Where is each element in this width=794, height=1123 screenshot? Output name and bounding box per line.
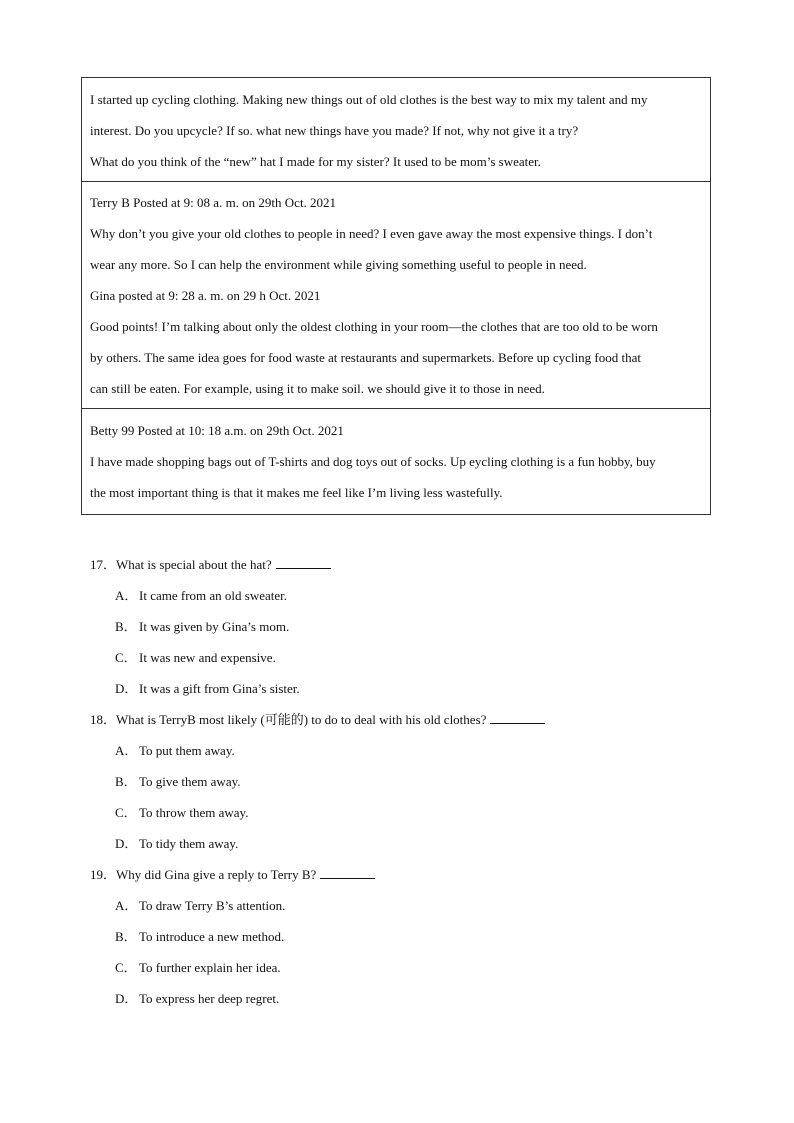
answer-blank[interactable]: [320, 868, 375, 879]
option-d[interactable]: [90, 983, 730, 1014]
question-list: [90, 549, 730, 1014]
question-stem: [90, 704, 730, 735]
question-17: [90, 549, 730, 704]
post-replies: [82, 181, 710, 408]
option-text: To express her deep regret.: [139, 991, 280, 1006]
option-b[interactable]: [90, 921, 730, 952]
option-b[interactable]: [90, 611, 730, 642]
option-text: To further explain her idea.: [139, 960, 281, 975]
post-betty: [82, 408, 710, 514]
passage-line: by others. The same idea goes for food waste at restaurants and supermarkets. Before up cycling food that: [90, 350, 642, 365]
passage-line: Good points! I’m talking about only the oldest clothing in your room—the clothes that are too old to be worn: [90, 319, 658, 334]
post-original: [82, 78, 710, 181]
passage-line: I have made shopping bags out of T-shirts and dog toys out of socks. Up eycling clothing is a fun hobby, buy: [90, 454, 656, 469]
passage-line: I started up cycling clothing. Making new things out of old clothes is the best way to mix my talent and my: [90, 92, 648, 107]
option-text: To put them away.: [139, 743, 235, 758]
question-text: What is special about the hat?: [116, 557, 272, 572]
option-text: To introduce a new method.: [139, 929, 285, 944]
answer-blank[interactable]: [276, 558, 331, 569]
question-19: [90, 859, 730, 1014]
option-letter: D．: [115, 991, 138, 1006]
option-letter: B．: [115, 929, 137, 944]
option-text: It was given by Gina’s mom.: [139, 619, 290, 634]
passage-line: What do you think of the “new” hat I made for my sister? It used to be mom’s sweater.: [90, 154, 541, 169]
question-18: [90, 704, 730, 859]
option-letter: D．: [115, 681, 138, 696]
question-number: 17．: [90, 557, 117, 572]
passage-line: the most important thing is that it makes me feel like I’m living less wastefully.: [90, 485, 503, 500]
question-text: What is TerryB most likely (可能的) to do to deal with his old clothes?: [116, 712, 487, 727]
question-stem: [90, 549, 730, 580]
option-text: It was new and expensive.: [139, 650, 276, 665]
option-text: It came from an old sweater.: [139, 588, 287, 603]
post-header-gina: Gina posted at 9: 28 a. m. on 29 h Oct. 2021: [90, 288, 321, 303]
option-letter: C．: [115, 805, 137, 820]
option-a[interactable]: [90, 735, 730, 766]
post-header-betty: Betty 99 Posted at 10: 18 a.m. on 29th Oct. 2021: [90, 423, 344, 438]
passage-line: wear any more. So I can help the environment while giving something useful to people in need.: [90, 257, 587, 272]
option-letter: A．: [115, 898, 138, 913]
option-letter: B．: [115, 619, 137, 634]
question-number: 19．: [90, 867, 117, 882]
question-stem: [90, 859, 730, 890]
option-text: To give them away.: [139, 774, 241, 789]
option-letter: D．: [115, 836, 138, 851]
option-text: It was a gift from Gina’s sister.: [139, 681, 300, 696]
option-d[interactable]: [90, 828, 730, 859]
answer-blank[interactable]: [490, 713, 545, 724]
passage-line: Why don’t you give your old clothes to people in need? I even gave away the most expensive things. I don’t: [90, 226, 653, 241]
option-text: To throw them away.: [139, 805, 249, 820]
option-letter: A．: [115, 743, 138, 758]
option-letter: A．: [115, 588, 138, 603]
option-letter: C．: [115, 960, 137, 975]
option-b[interactable]: [90, 766, 730, 797]
passage-line: interest. Do you upcycle? If so. what new things have you made? If not, why not give it a try?: [90, 123, 579, 138]
question-number: 18．: [90, 712, 117, 727]
passage-box: [81, 77, 711, 515]
option-text: To draw Terry B’s attention.: [139, 898, 286, 913]
question-text: Why did Gina give a reply to Terry B?: [116, 867, 317, 882]
option-letter: C．: [115, 650, 137, 665]
option-d[interactable]: [90, 673, 730, 704]
option-a[interactable]: [90, 580, 730, 611]
option-letter: B．: [115, 774, 137, 789]
option-a[interactable]: [90, 890, 730, 921]
passage-line: can still be eaten. For example, using it to make soil. we should give it to those in need.: [90, 381, 545, 396]
post-header-terry: Terry B Posted at 9: 08 a. m. on 29th Oct. 2021: [90, 195, 337, 210]
option-c[interactable]: [90, 797, 730, 828]
option-c[interactable]: [90, 952, 730, 983]
option-c[interactable]: [90, 642, 730, 673]
option-text: To tidy them away.: [139, 836, 239, 851]
